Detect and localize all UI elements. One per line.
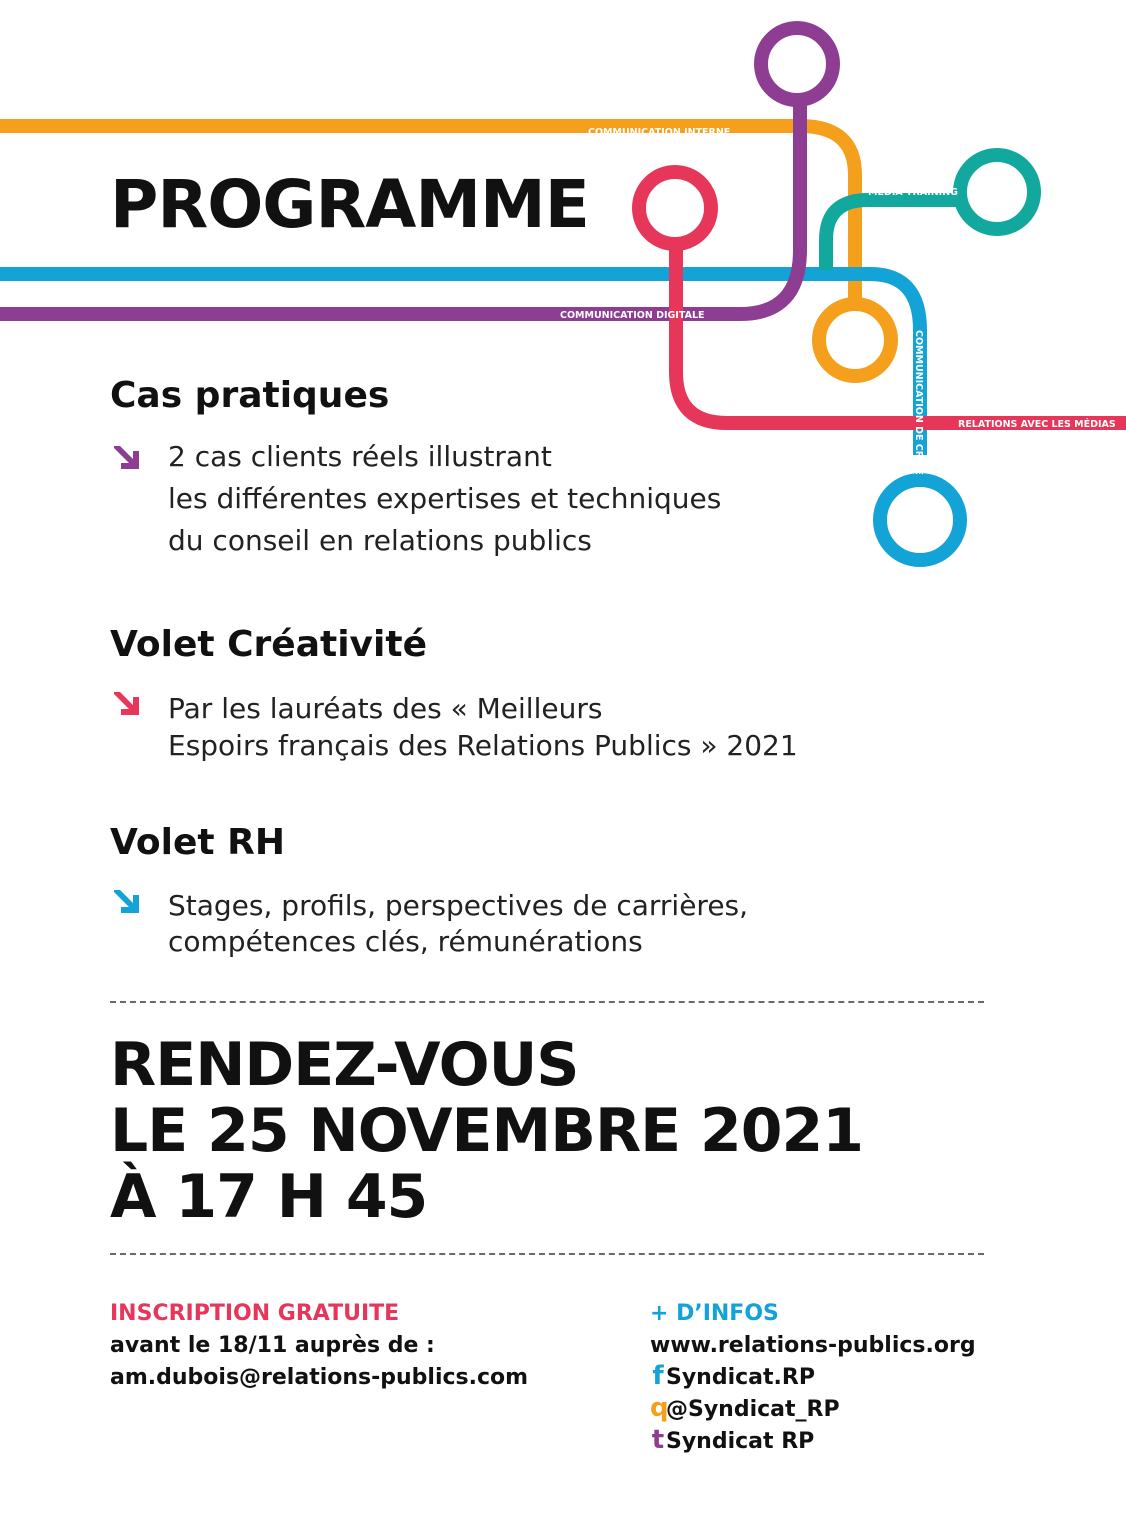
- section-title-cas-pratiques: Cas pratiques: [110, 375, 390, 416]
- text-line: compétences clés, rémunérations: [168, 925, 643, 958]
- linkedin-handle: Syndicat RP: [666, 1429, 815, 1454]
- section-title-volet-creativite: Volet Créativité: [110, 624, 427, 665]
- label-communication-de-crise: COMMUNICATION DE CRISE: [913, 330, 924, 475]
- section-title-volet-rh: Volet RH: [110, 822, 285, 863]
- rendezvous-heading: [110, 1032, 863, 1230]
- facebook-link[interactable]: [650, 1362, 976, 1394]
- divider-bottom: [110, 1253, 984, 1255]
- twitter-icon: q: [650, 1393, 669, 1423]
- inscription-heading: INSCRIPTION GRATUITE: [110, 1301, 400, 1326]
- label-communication-digitale: COMMUNICATION DIGITALE: [560, 310, 705, 321]
- rendezvous-line: RENDEZ-VOUS: [110, 1030, 579, 1100]
- section-text-volet-rh: [168, 888, 748, 960]
- inscription-block: [110, 1298, 528, 1394]
- arrow-down-right-icon: [113, 444, 145, 470]
- twitter-handle: @Syndicat_RP: [666, 1397, 840, 1422]
- facebook-handle: Syndicat.RP: [666, 1365, 815, 1390]
- text-line: Stages, profils, perspectives de carrières,: [168, 889, 749, 922]
- text-line: Par les lauréats des « Meilleurs: [168, 692, 603, 725]
- rendezvous-date: LE 25 NOVEMBRE 2021: [110, 1096, 864, 1166]
- twitter-link[interactable]: [650, 1394, 976, 1426]
- text-line: Espoirs français des Relations Publics » 2021: [168, 729, 798, 762]
- cyan-station: [880, 480, 960, 560]
- text-line: du conseil en relations publics: [168, 524, 592, 557]
- teal-line: [826, 200, 962, 270]
- teal-station: [960, 155, 1034, 229]
- inscription-email-link[interactable]: am.dubois@relations-publics.com: [110, 1365, 529, 1390]
- arrow-down-right-icon: [113, 888, 145, 914]
- label-communication-interne: COMMUNICATION INTERNE: [588, 127, 731, 138]
- text-line: 2 cas clients réels illustrant: [168, 440, 552, 473]
- arrow-down-right-icon: [113, 690, 145, 716]
- label-media-training: MEDIA TRAINING: [868, 187, 958, 198]
- red-station: [639, 172, 711, 244]
- facebook-icon: f: [652, 1361, 664, 1391]
- text-line: les différentes expertises et techniques: [168, 482, 722, 515]
- label-relations-avec-les-medias: RELATIONS AVEC LES MÉDIAS: [958, 419, 1116, 430]
- infos-block: [650, 1298, 976, 1458]
- purple-station: [761, 28, 833, 100]
- page-title: PROGRAMME: [110, 166, 589, 243]
- section-text-volet-creativite: [168, 690, 798, 764]
- linkedin-icon: t: [651, 1425, 665, 1455]
- rendezvous-time: À 17 H 45: [110, 1162, 428, 1232]
- infos-heading: + D’INFOS: [650, 1301, 779, 1326]
- inscription-deadline: avant le 18/11 auprès de :: [110, 1333, 435, 1358]
- website-link[interactable]: www.relations-publics.org: [650, 1333, 976, 1358]
- section-text-cas-pratiques: [168, 436, 721, 562]
- orange-station: [819, 304, 891, 376]
- linkedin-link[interactable]: [650, 1426, 976, 1458]
- divider-top: [110, 1001, 984, 1003]
